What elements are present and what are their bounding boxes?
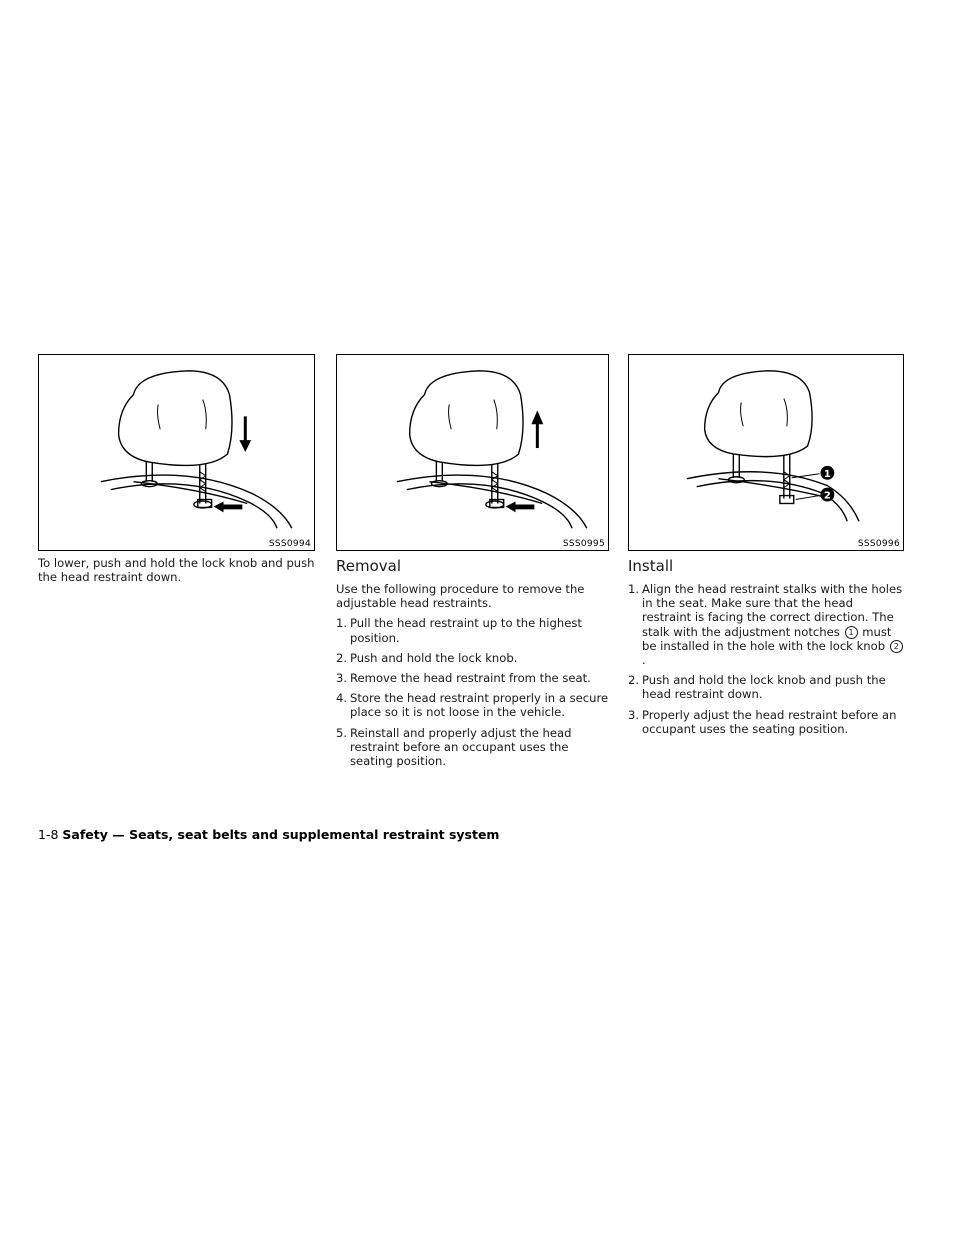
figure-lower-head-restraint — [38, 354, 315, 551]
install-steps — [628, 582, 904, 736]
lower-instruction: To lower, push and hold the lock knob and push the head restraint down. — [38, 556, 315, 585]
removal-step-3: 3. Remove the head restraint from the seat. — [336, 671, 591, 686]
install-step-2: 2. Push and hold the lock knob and push the head restraint down. — [628, 673, 886, 702]
removal-step-4: 4. Store the head restraint properly in a secure place so it is not loose in the vehicle. — [336, 691, 609, 720]
install-title: Install — [628, 557, 674, 575]
column-3 — [628, 354, 904, 742]
svg-text:2: 2 — [823, 490, 831, 502]
column-1 — [38, 354, 315, 584]
page-footer — [38, 827, 499, 842]
install-step-1: 1. Align the head restraint stalks with the holes in the seat. Make sure that the head restraint is facing the correct direction. The stalk with the adjustment notches 1 must be installed in the hole with the lock knob 2. — [628, 582, 903, 668]
removal-step-2: 2. Push and hold the lock knob. — [336, 650, 518, 665]
figure-code: SSS0995 — [562, 539, 605, 549]
callout-1-icon: 1 — [845, 626, 858, 639]
page-number: 1-8 — [38, 827, 59, 842]
removal-title: Removal — [336, 557, 402, 575]
head-restraint-lower-illustration — [39, 355, 314, 550]
footer-section-title: Safety — Seats, seat belts and supplemental restraint system — [62, 827, 500, 842]
figure-code: SSS0996 — [857, 539, 900, 549]
svg-text:1: 1 — [823, 468, 831, 480]
callout-1-icon — [820, 466, 834, 480]
head-restraint-install-illustration — [629, 355, 903, 550]
callout-2-icon — [820, 488, 834, 502]
figure-code: SSS0994 — [268, 539, 311, 549]
removal-steps — [336, 616, 609, 768]
install-step-3: 3. Properly adjust the head restraint before an occupant uses the seating position. — [628, 707, 897, 736]
removal-step-1: 1. Pull the head restraint up to the highest position. — [336, 616, 582, 645]
figure-install-head-restraint — [628, 354, 904, 551]
column-2 — [336, 354, 609, 774]
head-restraint-raise-illustration — [337, 355, 608, 550]
callout-2-icon: 2 — [890, 640, 903, 653]
figure-raise-head-restraint — [336, 354, 609, 551]
removal-step-5: 5. Reinstall and properly adjust the head restraint before an occupant uses the seating position. — [336, 725, 572, 769]
removal-intro: Use the following procedure to remove the adjustable head restraints. — [336, 582, 585, 611]
